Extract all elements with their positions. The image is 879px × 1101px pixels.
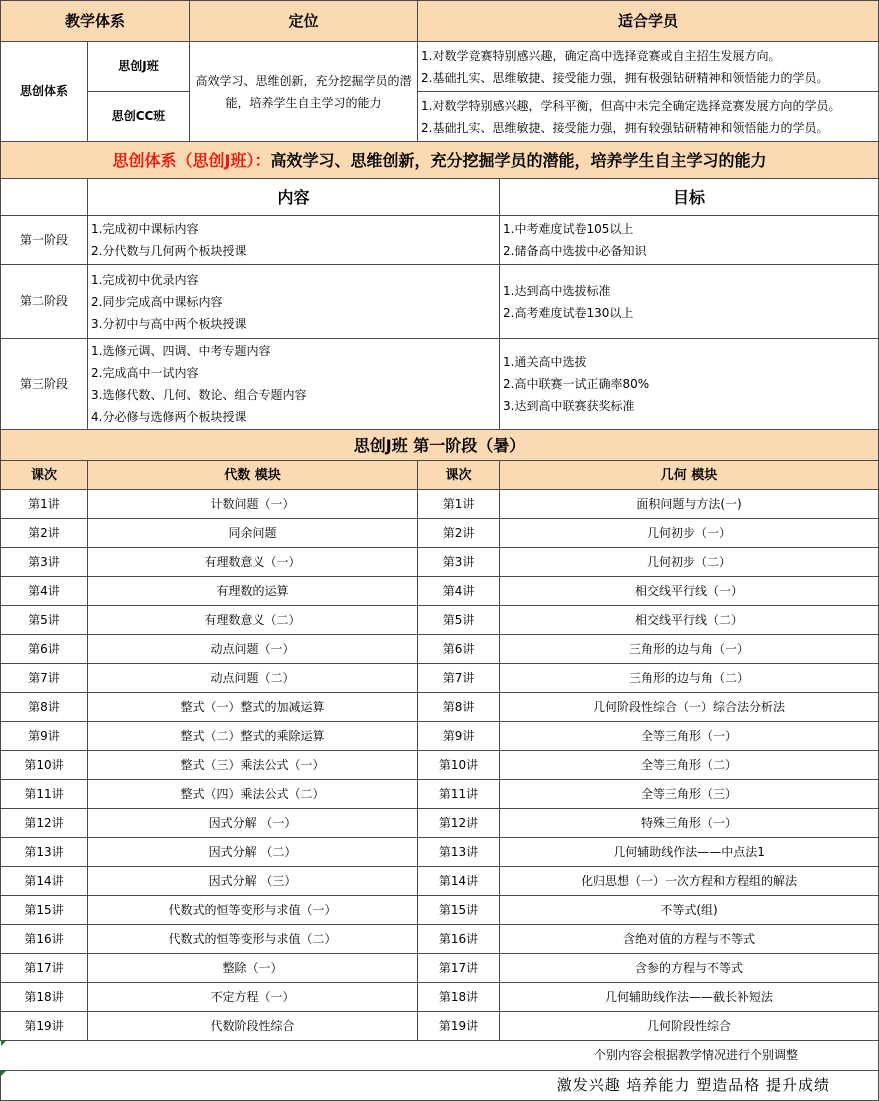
geometry-topic: 面积问题与方法(一): [500, 490, 879, 519]
schedule-row: [1, 838, 879, 867]
col-algebra: 代数 模块: [88, 461, 418, 490]
algebra-topic: 因式分解 （二）: [88, 838, 418, 867]
schedule-row: [1, 664, 879, 693]
schedule-row: [1, 693, 879, 722]
stage-3-goals: [500, 339, 879, 430]
algebra-topic: 计数问题（一）: [88, 490, 418, 519]
banner-red-text: 思创体系（思创J班）：: [112, 150, 271, 170]
geometry-topic: 全等三角形（一）: [500, 722, 879, 751]
class-cc-students: [418, 92, 879, 142]
header-positioning: 定位: [190, 1, 418, 42]
lesson-number-geometry: 第11讲: [418, 780, 500, 809]
lesson-number-geometry: 第2讲: [418, 519, 500, 548]
stage-content-line: 1.完成初中优录内容: [91, 272, 199, 287]
schedule-row: [1, 954, 879, 983]
lesson-number-algebra: 第11讲: [1, 780, 88, 809]
lesson-number-algebra: 第4讲: [1, 577, 88, 606]
stage-goal-line: 3.达到高中联赛获奖标准: [503, 399, 635, 413]
lesson-number-geometry: 第13讲: [418, 838, 500, 867]
stage-goal-line: 2.储备高中选拔中必备知识: [503, 244, 647, 258]
col-geometry: 几何 模块: [500, 461, 879, 490]
positioning-text: 高效学习、思维创新，充分挖掘学员的潜能，培养学生自主学习的能力: [190, 42, 418, 142]
algebra-topic: 不定方程（一）: [88, 983, 418, 1012]
lesson-number-geometry: 第4讲: [418, 577, 500, 606]
class-cc-student-line: 1.对数学特别感兴趣，学科平衡，但高中未完全确定选择竞赛发展方向的学员。: [421, 98, 841, 113]
algebra-topic: 有理数的运算: [88, 577, 418, 606]
lesson-number-geometry: 第7讲: [418, 664, 500, 693]
lesson-number-geometry: 第18讲: [418, 983, 500, 1012]
geometry-topic: 几何阶段性综合（一）综合法分析法: [500, 693, 879, 722]
stages-corner-cell: [1, 179, 88, 216]
stages-content-header: 内容: [88, 179, 500, 216]
algebra-topic: 代数式的恒等变形与求值（二）: [88, 925, 418, 954]
geometry-topic: 三角形的边与角（一）: [500, 635, 879, 664]
schedule-row: [1, 722, 879, 751]
lesson-number-geometry: 第17讲: [418, 954, 500, 983]
geometry-topic: 几何初步（二）: [500, 548, 879, 577]
class-j-student-line: 2.基础扎实、思维敏捷、接受能力强，拥有极强钻研精神和领悟能力的学员。: [421, 70, 829, 85]
class-j-label: 思创J班: [88, 42, 190, 92]
lesson-number-algebra: 第7讲: [1, 664, 88, 693]
geometry-topic: 全等三角形（二）: [500, 751, 879, 780]
stage-1-name: 第一阶段: [1, 216, 88, 265]
schedule-row: [1, 1012, 879, 1041]
stage-goal-line: 1.中考难度试卷105以上: [503, 222, 634, 236]
algebra-topic: 代数式的恒等变形与求值（一）: [88, 896, 418, 925]
lesson-number-algebra: 第16讲: [1, 925, 88, 954]
col-lesson-a: 课次: [1, 461, 88, 490]
algebra-topic: 因式分解 （一）: [88, 809, 418, 838]
algebra-topic: 动点问题（一）: [88, 635, 418, 664]
lesson-number-geometry: 第15讲: [418, 896, 500, 925]
algebra-topic: 整除（一）: [88, 954, 418, 983]
lesson-number-algebra: 第17讲: [1, 954, 88, 983]
geometry-topic: 几何辅助线作法——截长补短法: [500, 983, 879, 1012]
lesson-number-geometry: 第9讲: [418, 722, 500, 751]
lesson-number-algebra: 第12讲: [1, 809, 88, 838]
lesson-number-geometry: 第8讲: [418, 693, 500, 722]
schedule-row: [1, 635, 879, 664]
lesson-number-algebra: 第5讲: [1, 606, 88, 635]
banner-black-text: 高效学习、思维创新，充分挖掘学员的潜能，培养学生自主学习的能力: [270, 150, 767, 170]
stage-1-content: [88, 216, 500, 265]
slogan: 激发兴趣 培养能力 塑造品格 提升成绩: [1, 1071, 879, 1101]
schedule-row: [1, 490, 879, 519]
geometry-topic: 相交线平行线（二）: [500, 606, 879, 635]
stage-content-line: 2.完成高中一试内容: [91, 366, 199, 380]
stage-content-line: 4.分必修与选修两个板块授课: [91, 410, 247, 424]
algebra-topic: 整式（一）整式的加减运算: [88, 693, 418, 722]
schedule-row: [1, 896, 879, 925]
geometry-topic: 含参的方程与不等式: [500, 954, 879, 983]
stage-1-goals: [500, 216, 879, 265]
system-banner: [1, 142, 879, 179]
schedule-row: [1, 780, 879, 809]
stage-goal-line: 1.达到高中选拔标准: [503, 283, 611, 298]
schedule-row: [1, 577, 879, 606]
lesson-number-algebra: 第13讲: [1, 838, 88, 867]
lesson-number-geometry: 第3讲: [418, 548, 500, 577]
lesson-number-algebra: 第2讲: [1, 519, 88, 548]
lesson-number-algebra: 第18讲: [1, 983, 88, 1012]
geometry-topic: 全等三角形（三）: [500, 780, 879, 809]
algebra-topic: 有理数意义（二）: [88, 606, 418, 635]
algebra-topic: 有理数意义（一）: [88, 548, 418, 577]
adjustment-note: 个别内容会根据教学情况进行个别调整: [1, 1041, 879, 1071]
geometry-topic: 化归思想（一）一次方程和方程组的解法: [500, 867, 879, 896]
header-suitable-students: 适合学员: [418, 1, 879, 42]
lesson-number-geometry: 第5讲: [418, 606, 500, 635]
stage-goal-line: 1.通关高中选拔: [503, 355, 587, 369]
stage-content-line: 3.选修代数、几何、数论、组合专题内容: [91, 388, 307, 402]
geometry-topic: 几何初步（一）: [500, 519, 879, 548]
lesson-number-geometry: 第12讲: [418, 809, 500, 838]
algebra-topic: 整式（二）整式的乘除运算: [88, 722, 418, 751]
algebra-topic: 动点问题（二）: [88, 664, 418, 693]
geometry-topic: 几何阶段性综合: [500, 1012, 879, 1041]
col-lesson-b: 课次: [418, 461, 500, 490]
stage-content-line: 1.选修元调、四调、中考专题内容: [91, 344, 271, 358]
stage-content-line: 2.同步完成高中课标内容: [91, 294, 223, 309]
stage-goal-line: 2.高考难度试卷130以上: [503, 305, 634, 320]
lesson-number-algebra: 第14讲: [1, 867, 88, 896]
lesson-number-geometry: 第6讲: [418, 635, 500, 664]
algebra-topic: 代数阶段性综合: [88, 1012, 418, 1041]
lesson-number-algebra: 第6讲: [1, 635, 88, 664]
lesson-number-geometry: 第14讲: [418, 867, 500, 896]
lesson-number-geometry: 第16讲: [418, 925, 500, 954]
lesson-number-algebra: 第8讲: [1, 693, 88, 722]
stage-3-content: [88, 339, 500, 430]
stage-2-name: 第二阶段: [1, 265, 88, 339]
algebra-topic: 整式（三）乘法公式（一）: [88, 751, 418, 780]
schedule-row: [1, 809, 879, 838]
geometry-topic: 相交线平行线（一）: [500, 577, 879, 606]
geometry-topic: 含绝对值的方程与不等式: [500, 925, 879, 954]
algebra-topic: 整式（四）乘法公式（二）: [88, 780, 418, 809]
stages-goal-header: 目标: [500, 179, 879, 216]
lesson-number-algebra: 第9讲: [1, 722, 88, 751]
stage-goal-line: 2.高中联赛一试正确率80%: [503, 377, 650, 391]
stage-2-content: [88, 265, 500, 339]
lesson-number-geometry: 第1讲: [418, 490, 500, 519]
stage-content-line: 3.分初中与高中两个板块授课: [91, 316, 247, 331]
lesson-number-geometry: 第10讲: [418, 751, 500, 780]
stage-content-line: 2.分代数与几何两个板块授课: [91, 244, 247, 258]
stage-3-name: 第三阶段: [1, 339, 88, 430]
schedule-row: [1, 867, 879, 896]
stage-2-goals: [500, 265, 879, 339]
schedule-row: [1, 983, 879, 1012]
lesson-number-algebra: 第3讲: [1, 548, 88, 577]
header-teaching-system: 教学体系: [1, 1, 190, 42]
schedule-title: 思创J班 第一阶段（暑）: [1, 430, 879, 461]
class-j-student-line: 1.对数学竞赛特别感兴趣，确定高中选择竞赛或自主招生发展方向。: [421, 48, 781, 63]
class-cc-student-line: 2.基础扎实、思维敏捷、接受能力强，拥有较强钻研精神和领悟能力的学员。: [421, 120, 829, 135]
algebra-topic: 同余问题: [88, 519, 418, 548]
schedule-row: [1, 925, 879, 954]
class-j-students: [418, 42, 879, 92]
schedule-row: [1, 606, 879, 635]
geometry-topic: 几何辅助线作法——中点法1: [500, 838, 879, 867]
stage-content-line: 1.完成初中课标内容: [91, 222, 199, 236]
lesson-number-algebra: 第19讲: [1, 1012, 88, 1041]
geometry-topic: 三角形的边与角（二）: [500, 664, 879, 693]
class-cc-label: 思创CC班: [88, 92, 190, 142]
schedule-row: [1, 548, 879, 577]
lesson-number-algebra: 第15讲: [1, 896, 88, 925]
geometry-topic: 不等式(组): [500, 896, 879, 925]
algebra-topic: 因式分解 （三）: [88, 867, 418, 896]
geometry-topic: 特殊三角形（一）: [500, 809, 879, 838]
lesson-number-algebra: 第10讲: [1, 751, 88, 780]
system-name: 思创体系: [1, 42, 88, 142]
schedule-row: [1, 751, 879, 780]
lesson-number-geometry: 第19讲: [418, 1012, 500, 1041]
schedule-row: [1, 519, 879, 548]
lesson-number-algebra: 第1讲: [1, 490, 88, 519]
